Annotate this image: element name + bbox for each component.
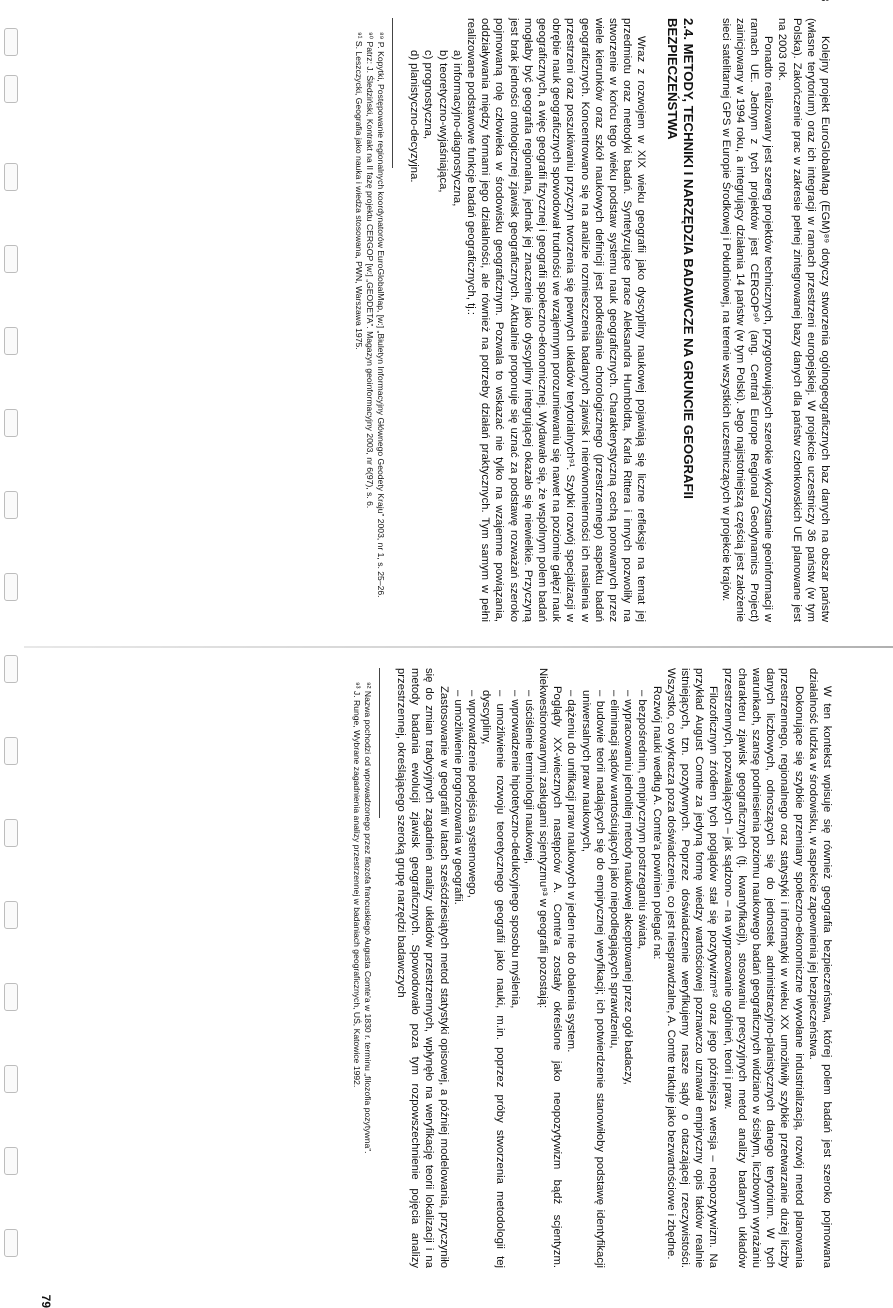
page-number xyxy=(818,0,832,1)
footnote-rule xyxy=(379,668,380,818)
binder-hole xyxy=(4,245,18,273)
binder-hole xyxy=(4,1229,18,1257)
footnote: ⁸⁹ P. Kopytki, Postępowanie regionalnych koordynatorów EuroGlobalMap, [w:] „Biuletyn Informacyjny Głównego Geodety Kraju” 2003, nr 1, s. 25–26. xyxy=(375,32,386,598)
binder-hole xyxy=(4,327,18,355)
paragraph-comte: Rozwój nauki według A. Comte'a powinien polegać na: xyxy=(650,686,663,960)
paragraph-positivism: Filozoficznym źródłem tych poglądów stał się pozytywizm⁹² oraz jego późniejsza wersja – neopozytywizm. Na przykład August Comte za jedyną formę wiedzy wartościowej poznawczo uznawał empiryczny opis faktów realnie istniejących, tzn. pozytywnych. Poprzez doświadczenie weryfikujemy nasze sądy o otaczającej rzeczywistości. Wszystko, co wykracza poza doświadczenie, co jest niesprawdzalne, A. Comte traktuje jako bezwartościowe i zbędne. xyxy=(664,668,720,1268)
paragraph-neopositivism: Poglądy XX-wiecznych następców A. Comte'a zostały określone jako neopozytywizm bądź scjentyzm. Niekwestionowanymi zasługami scjentyzmu⁹³ w geografii pozostają: xyxy=(536,668,564,1268)
footnote-rule xyxy=(392,18,393,168)
list-item: – wypracowaniu jednolitej metody naukowej akceptowanej przez ogół badaczy, xyxy=(621,690,635,1268)
binder-hole xyxy=(4,1065,18,1093)
list-item: – bezpośrednim, empirycznym postrzeganiu świata, xyxy=(635,690,649,1268)
document-page-79 xyxy=(39,668,834,1308)
binder-hole xyxy=(4,409,18,437)
binder-holes xyxy=(4,0,18,1264)
comte-list xyxy=(564,668,649,1268)
list-item: a) informacyjno-diagnostyczna, xyxy=(450,50,463,207)
binder-hole xyxy=(4,163,18,191)
list-item: – umożliwienie prognozowania w geografii. xyxy=(451,690,465,1268)
list-item: d) planistyczno-decyzyjna. xyxy=(408,50,421,183)
paragraph-egm: Kolejny projekt EuroGlobalMap (EGM)⁸⁹ dotyczy stworzenia ogólnogeograficznych baz danych na obszar państw (własne terytorium) oraz ich integracji w ramach przestrzeni europejskiej. W projekcie uczestniczy 36 państw (w tym Polska). Zakończenie prac w zakresie pełnej zintegrowanej bazy danych dla państw członkowskich UE planowane jest na 2003 rok. xyxy=(776,18,831,622)
page-fold-line xyxy=(24,646,893,648)
paragraph-methods: Wraz z rozwojem w XIX wieku geografii jako dyscypliny naukowej pojawiają się liczne refleksje na temat jej przedmiotu oraz metodyki badań. Syntetyzujące prace Aleksandra Humboldta, Karla Rittera i innych pozwoliły na stworzenie w końcu tego wieku podstaw systemu nauk geograficznych. Charakterystyczną cechą ponowanych przez wiele kierunków oraz szkół naukowych definicji jest podkreślanie chorologicznego (przestrzennego) aspektu badań geograficznych. Koncentrowano się na analizie rozmieszczenia badanych zjawisk i nierównomierności ich nasilenia w przestrzeni oraz poszukiwaniu przyczyn tworzenia się pewnych układów terytorialnych⁹¹. Szybki rozwój specjalizacji w obrębie nauk geograficznych spowodował trudności we wzajemnym porozumiewaniu się nawet na poziomie gałęzi nauk geograficznych, a więc geografii fizycznej i geografii społeczno-ekonomicznej. Wydawało się, że wspólnym polem badań mogłaby być geografia regionalna, jednak jej znaczenie jako dyscypliny integrującej okazało się niewielkie. Przyczyną jest brak jedności ontologicznej zjawisk geograficznych. Aktualnie proponuje się uznać za podstawę rozważań szeroko pojmowaną rolę człowieka w środowisku geograficznym. Pozwala to wskazać nie tylko na wzajemne powiązania, oddziaływania między formami jego działalności, ale również na potrzeby działań praktycznych. Tym samym w pełni realizowane podstawowe funkcje badań geograficznych, tj.: xyxy=(464,18,648,622)
list-item: – wprowadzenie hipotetyczno-dedukcyjnego sposobu myślenia, xyxy=(507,690,521,1268)
list-item: – umożliwienie rozwoju teoretycznego geografii jako nauki, m.in. poprzez próby stworzenia metodologii tej dyscypliny, xyxy=(479,690,507,1268)
binder-hole xyxy=(4,737,18,765)
binder-hole xyxy=(4,983,18,1011)
list-item: – eliminacji sądów wartościujących jako niepodlegających sprawdzeniu, xyxy=(607,690,621,1268)
binder-hole xyxy=(4,1147,18,1175)
binder-hole xyxy=(4,491,18,519)
list-item: – budowie teorii nadających się do empirycznej weryfikacji; ich potwierdzenie stanowiłoby podstawę identyfikacji uniwersalnych praw naukowych, xyxy=(578,690,606,1268)
list-item: b) teoretyczno-wyjaśniająca, xyxy=(436,50,449,193)
scientism-list xyxy=(451,668,536,1268)
paragraph-changes: Dokonujące się szybkie przemiany społeczno-ekonomiczne wywołane industrializacją, rozwój metod planowania przestrzennego, regionalnego oraz statystyki i informatyki w wieku XX umożliwiły szybkie przetwarzanie dużej liczby danych liczbowych, odnoszących się do jednostek administracyjno-planistycznych danego terytorium. W tych warunkach, szansę podniesienia poziomu naukowego badań geograficznych widziano w ścisłym, liczbowym wyrażaniu charakteru zjawisk geograficznych (tj. kwantyfikacji), stosowaniu precyzyjnych metod analizy badanych układów przestrzennych, pozwalających – jak sądzono – na wypracowanie ogólnień, teorii i praw. xyxy=(721,668,805,1268)
functions-list xyxy=(407,18,464,622)
binder-hole xyxy=(4,75,18,103)
list-item: – uściślenie terminologii naukowej, xyxy=(522,690,536,1268)
list-item: c) prognostyczna, xyxy=(422,50,435,140)
binder-hole xyxy=(4,901,18,929)
paragraph-context: W ten kontekst wpisuje się również geografia bezpieczeństwa, której polem badań jest szeroko pojmowana działalność ludzka w środowisku, w aspekcie zapewnienia jej bezpieczeństwa. xyxy=(806,668,833,1268)
list-item: – wprowadzenie podejścia systemowego, xyxy=(465,690,479,1268)
list-item: – dążeniu do unifikacji praw naukowych w jeden nie do obalenia system. xyxy=(564,690,578,1268)
footnotes xyxy=(353,18,386,622)
binder-hole xyxy=(4,655,18,683)
section-heading: 2.4. METODY, TECHNIKI I NARZĘDZIA BADAWCZE NA GRUNCIE GEOGRAFII BEZPIECZEŃSTWA xyxy=(665,18,697,499)
footnote: ⁹¹ S. Leszczycki, Geografia jako nauka i wiedza stosowana, PWN, Warszawa 1975. xyxy=(353,32,364,350)
footnote: ⁹³ J. Runge, Wybrane zagadnienia analizy przestrzennej w badaniach geograficznych, UŚ, Katowice 1992. xyxy=(351,682,362,1088)
paragraph-statistics: Zastosowanie w geografii w latach sześćdziesiątych metod statystyki opisowej, a później modelowania, przyczyniło się do zmian tradycyjnych zagadnień analizy układów przestrzennych, wpłynęło na weryfikację teorii lokalizacji i na metody badania ewolucji zjawisk geograficznych. Spowodowało poza tym rozpowszechnienie pojęcia analizy przestrzennej, określającego szeroką grupę narzędzi badawczych xyxy=(394,668,450,1268)
binder-hole xyxy=(4,819,18,847)
document-page-78 xyxy=(102,18,832,622)
footnote: ⁹⁰ Patrz: J. Śledziński, Kontrakt na II fazę projektu CERGOP [w:] „GEODETA”. Magazyn geoinformacyjny 2003, nr 6(97), s. 6. xyxy=(364,32,375,509)
footnotes xyxy=(351,668,373,1268)
binder-hole xyxy=(4,573,18,601)
binder-hole xyxy=(4,28,18,56)
paragraph-cergop: Ponadto realizowany jest szereg projektów technicznych, przygotowujących szerokie wykorzystanie geoinformacji w ramach UE. Jednym z tych projektów jest CERGOP⁹⁰ (ang. Central Europe Regional Geodynamics Project) zainicjowany w 1994 roku, a integrujący działania 14 państw (w tym Polski). Jego najistotniejszą częścią jest założenie sieci satelitarnej GPS w Europie Środkowej i Południowej, na terenie wszystkich uczestniczących w projekcie krajów. xyxy=(719,18,775,622)
footnote: ⁹² Nazwa pochodzi od wprowadzonego przez filozofa francuskiego Augusta Comte'a w 1830 r. terminu „filozofia pozytywna”. xyxy=(362,682,373,1154)
page-number: 79 xyxy=(39,1294,54,1308)
